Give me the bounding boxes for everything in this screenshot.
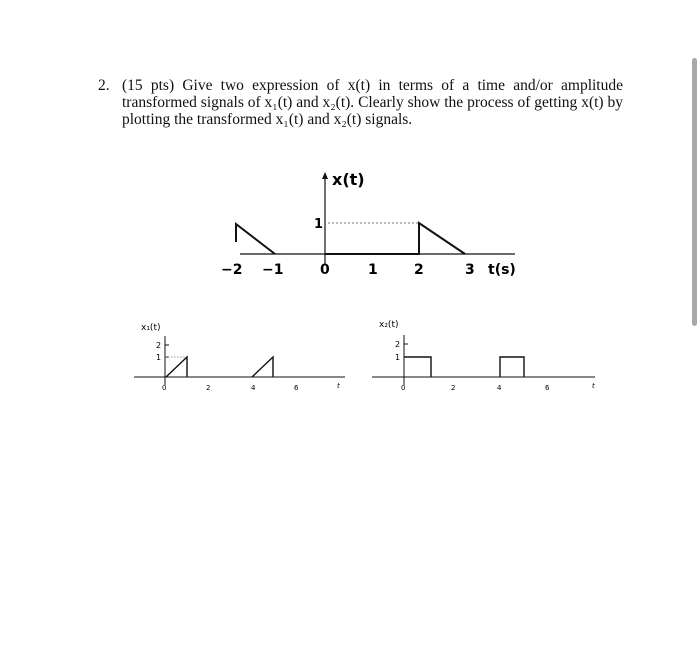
x2-ytick: 1 [395,353,401,362]
x1-xtick: 0 [162,384,167,392]
x-t-xtick: 0 [320,262,330,278]
x2-pulse-2 [500,357,524,377]
x-t-xtick: 2 [414,262,424,278]
x1-xtick: 6 [294,384,299,392]
x-t-ytick: 1 [314,217,324,232]
x-t-xtick: 1 [368,262,378,278]
x2-pulse-1 [404,357,431,377]
scrollbar-thumb[interactable] [692,58,697,326]
question-line-3: plotting the transformed x₁(t) and x₂(t) signals. [122,111,413,128]
x1-ytick: 2 [156,341,162,350]
question-line-1: (15 pts) Give two expression of x(t) in terms of a time and/or amplitude [122,77,623,94]
x2-label: x₂(t) [379,320,399,330]
x2-xtick: 2 [451,384,456,392]
x2-xtick: 0 [401,384,406,392]
x1-xtick: 4 [251,384,256,392]
x1-xunit: t [337,382,340,390]
x1-ytick: 1 [156,353,162,362]
x2-xunit: t [592,382,595,390]
question-number: 2. [98,77,110,94]
x-t-xtick: −1 [262,262,284,278]
x1-label: x₁(t) [141,323,161,333]
x2-ytick: 2 [395,340,401,349]
x-t-ylabel: x(t) [332,170,365,189]
x-t-xunit: t(s) [488,262,516,278]
question-line-2: transformed signals of x₁(t) and x₂(t). Clearly show the process of getting x(t) by [122,94,623,111]
x-t-xtick: 3 [465,262,475,278]
x2-xtick: 6 [545,384,550,392]
x-t-xtick: −2 [221,262,243,278]
x1-xtick: 2 [206,384,211,392]
x2-xtick: 4 [497,384,502,392]
